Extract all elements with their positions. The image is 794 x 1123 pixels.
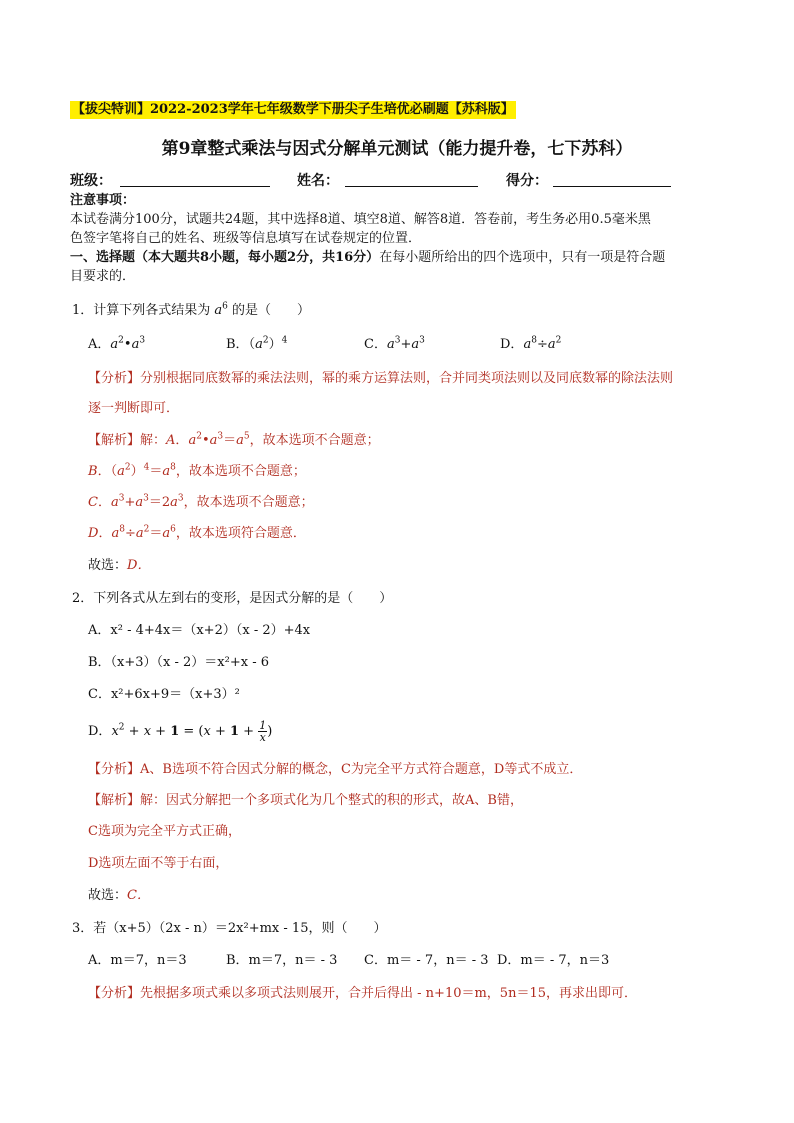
q2-solution-3: D选项左面不等于右面，: [88, 856, 229, 871]
q3-stem: 3．若（x+5）（2x - n）＝2x²+mx - 15，则（ ）: [72, 921, 387, 936]
q2-option-d-label: D．: [88, 724, 112, 739]
q1-answer: [88, 557, 150, 575]
score-field[interactable]: [553, 186, 671, 187]
q1-solution-a-comment: ，故本选项不合题意；: [249, 433, 380, 448]
q2-option-a: A．x² - 4+4x＝（x+2）（x - 2）+4x: [88, 623, 311, 638]
section-heading-rest: 在每小题所给出的四个选项中，只有一项是符合题: [379, 250, 666, 265]
q2-analysis-text: A、B选项不符合因式分解的概念，C为完全平方式符合题意，D等式不成立．: [140, 762, 583, 777]
section-heading-bold: 一、选择题（本大题共8小题，每小题2分，共16分）: [70, 250, 380, 265]
q1-solution-d-comment: ，故本选项符合题意．: [175, 526, 306, 541]
q2-answer-prefix: 故选：: [88, 888, 128, 903]
name-field[interactable]: [345, 186, 478, 187]
score-label: 得分：: [506, 173, 548, 189]
q1-option-b-label: B．: [226, 337, 249, 352]
q1-option-c: C．$a^3+a^3$: [364, 335, 425, 352]
q1-solution-c-comment: ，故本选项不合题意；: [183, 495, 314, 510]
q3-analysis-text: 先根据多项式乘以多项式法则展开，合并后得出 - n+10＝m，5n＝15，再求出即可．: [140, 986, 637, 1001]
q2-option-b: B．（x+3）（x - 2）＝x²+x - 6: [88, 655, 270, 670]
section-heading-line-2: 目要求的．: [70, 269, 136, 284]
q1-option-d: D．$a^8\div a^2$: [500, 335, 562, 352]
series-banner: 【拔尖特训】2022-2023学年七年级数学下册尖子生培优必刷题【苏科版】: [72, 102, 514, 117]
q3-option-b: B．m＝7，n＝ - 3: [226, 953, 338, 968]
q1-stem-tail: 的是（ ）: [227, 303, 311, 318]
section-heading: [70, 249, 665, 267]
q3-analysis-tag: 【分析】: [88, 986, 141, 1001]
q2-solution-text: 解：因式分解把一个多项式化为几个整式的积的形式，故A、B错，: [140, 793, 523, 808]
q1-option-d-label: D．: [500, 337, 524, 352]
q1-solution-intro: 解：: [140, 433, 167, 448]
q2-solution-tag: 【解析】: [88, 793, 141, 808]
notes-line-2: 色签字笔将自己的姓名、班级等信息填写在试卷规定的位置．: [70, 231, 422, 246]
q1-analysis-tag: 【分析】: [88, 371, 141, 386]
q1-solution-b: B．$(a^2)^4=a^8$，故本选项不合题意；: [88, 462, 306, 479]
class-label: 班级：: [70, 173, 112, 189]
q3-option-d: D．m＝ - 7，n＝3: [497, 953, 610, 968]
q3-option-c: C．m＝ - 7，n＝ - 3: [364, 953, 489, 968]
q1-analysis-text: 分别根据同底数幂的乘法法则，幂的乘方运算法则，合并同类项法则以及同底数幂的除法法则: [140, 371, 674, 386]
q1-option-a-label: A．: [88, 337, 111, 352]
q2-solution-1: [88, 792, 523, 810]
notes-line-1: 本试卷满分100分，试题共24题，其中选择8道、填空8道、解答8道．答卷前，考生务必用0.5毫米黑: [70, 212, 651, 227]
q3-analysis: [88, 985, 637, 1003]
q1-option-c-label: C．: [364, 337, 387, 352]
name-label: 姓名：: [297, 173, 339, 189]
q1-option-b: B．$(a^2)^4$: [226, 335, 288, 352]
q1-solution-a: 【解析】解：A．$a^2•a^3=a^5$，故本选项不合题意；: [88, 431, 380, 448]
q2-option-d: D．$x^2 + x + 1 = (x + 1$ + $\frac{1}{x}$ ): [88, 719, 273, 744]
q1-solution-tag: 【解析】: [88, 433, 141, 448]
q1-stem-var: a: [214, 303, 223, 318]
q1-answer-value: D．: [127, 558, 151, 573]
q1-solution-b-comment: ，故本选项不合题意；: [175, 464, 306, 479]
q2-answer: [88, 887, 150, 905]
class-field[interactable]: [120, 186, 270, 187]
q1-answer-prefix: 故选：: [88, 558, 128, 573]
q1-analysis-line-2: 逐一判断即可．: [88, 401, 180, 416]
q1-solution-c: C．$a^3+a^3=2a^3$，故本选项不合题意；: [88, 493, 314, 510]
q1-stem-exp: 6: [222, 301, 228, 312]
q2-answer-value: C．: [127, 888, 150, 903]
page-title: 第9章整式乘法与因式分解单元测试（能力提升卷，七下苏科）: [161, 139, 633, 159]
q2-analysis-tag: 【分析】: [88, 762, 141, 777]
q1-solution-d: D．$a^8\div a^2=a^6$，故本选项符合题意．: [88, 524, 306, 541]
q2-solution-2: C选项为完全平方式正确，: [88, 824, 241, 839]
notes-heading: 注意事项：: [70, 193, 136, 208]
q2-stem: 2．下列各式从左到右的变形，是因式分解的是（ ）: [72, 591, 393, 606]
q2-fraction: $\frac{1}{x}$: [259, 719, 267, 744]
q1-analysis: [88, 370, 673, 388]
q1-stem-text: 1．计算下列各式结果为: [72, 303, 215, 318]
q1-option-a: A．$a^2•a^3$: [88, 335, 146, 352]
q2-analysis: [88, 761, 582, 779]
q1-stem: [72, 302, 310, 320]
q2-option-c: C．x²+6x+9＝（x+3）²: [88, 687, 240, 702]
q3-option-a: A．m＝7，n＝3: [88, 953, 187, 968]
